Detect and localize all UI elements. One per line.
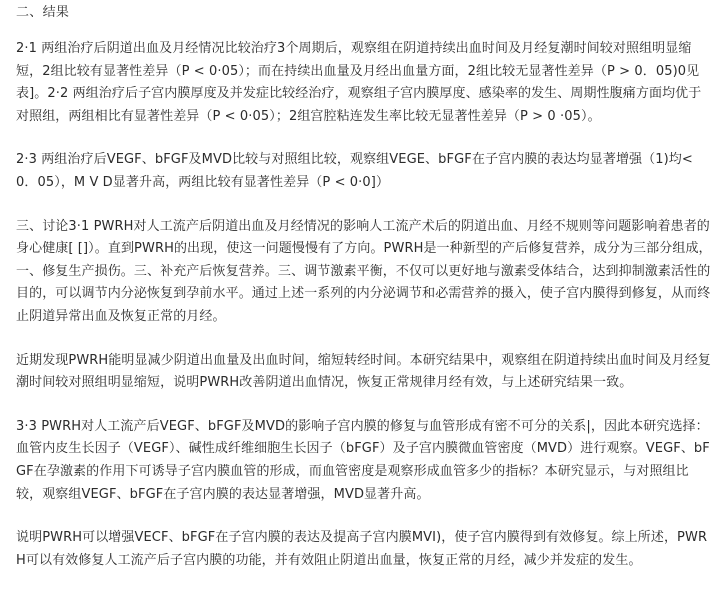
paragraph-conclusion: 说明PWRH可以增强VECF、bFGF在子宫内膜的表达及提高子宫内膜MVI)，使子宫内膜得到有效修复。综上所述，PWRH可以有效修复人工流产后子宫内膜的功能，并有效阻止阴道出血量，恢复正常的月经，减少并发症的发生。 <box>16 530 708 568</box>
paragraph-results-2-3: 2·3 两组治疗后VEGF、bFGF及MVD比较与对照组比较，观察组VEGE、bFGF在子宫内膜的表达均显著增强（1)均< 0．05），M V D显著升高，两组比较有显著性差异（P < 0·0]） <box>16 152 693 190</box>
paragraph-recent-findings: 近期发现PWRH能明显减少阴道出血量及出血时间，缩短转经时间。本研究结果中，观察组在阴道持续出血时间及月经复潮时间较对照组明显缩短，说明PWRH改善阴道出血情况，恢复正常规律月经有效，与上述研究结果一致。 <box>16 352 711 391</box>
document-body <box>16 2 714 593</box>
paragraph-discussion-3-1: 三、讨论3·1 PWRH对人工流产后阴道出血及月经情况的影响人工流产术后的阴道出血、月经不规则等问题影响着患者的身心健康[ []）。直到PWRH的出现，使这一问题慢慢有了方向。PWRH是一种新型的产后修复营养，成分为三部分组成，一、修复生产损伤。三、补充产后恢复营养。三、调节激素平衡，不仅可以更好地与激素受体结合，达到抑制激素活性的目的，可以调节内分泌恢复到孕前水平。通过上述一系列的内分泌调节和必需营养的摄入，使子宫内膜得到修复，从而终止阴道异常出血及恢复正常的月经。 <box>16 218 712 324</box>
paragraph-discussion-3-3: 3·3 PWRH对人工流产后VEGF、bFGF及MVD的影响子宫内膜的修复与血管形成有密不可分的关系|，因此本研究选择：血管内皮生长因子（VEGF）、碱性成纤维细胞生长因子（bFGF）及子宫内膜微血管密度（MVD）进行观察。VEGF、bFGF在孕激素的作用下可诱导子宫内膜血管的形成，而血管密度是观察形成血管多少的指标？本研究显示，与对照组比较，观察组VEGF、bFGF在子宫内膜的表达显著增强，MVD显著升高。 <box>16 418 710 502</box>
section-title: 二、结果 <box>16 5 70 20</box>
paragraph-results-2-1: 2·1 两组治疗后阴道出血及月经情况比较治疗3个周期后，观察组在阴道持续出血时间及月经复潮时间较对照组明显缩短，2组比较有显著性差异（P < 0·05）；而在持续出血量及月经出血量方面，2组比较无显著性差异（P > 0．05)0见表]。2·2 两组治疗后子宫内膜厚度及并发症比较经治疗，观察组子宫内膜厚度、感染率的发生、周期性腹痛方面均优于对照组，两组相比有显著性差异（P < 0·05）；2组宫腔粘连发生率比较无显著性差异（P > 0 ·05）。 <box>16 41 702 124</box>
